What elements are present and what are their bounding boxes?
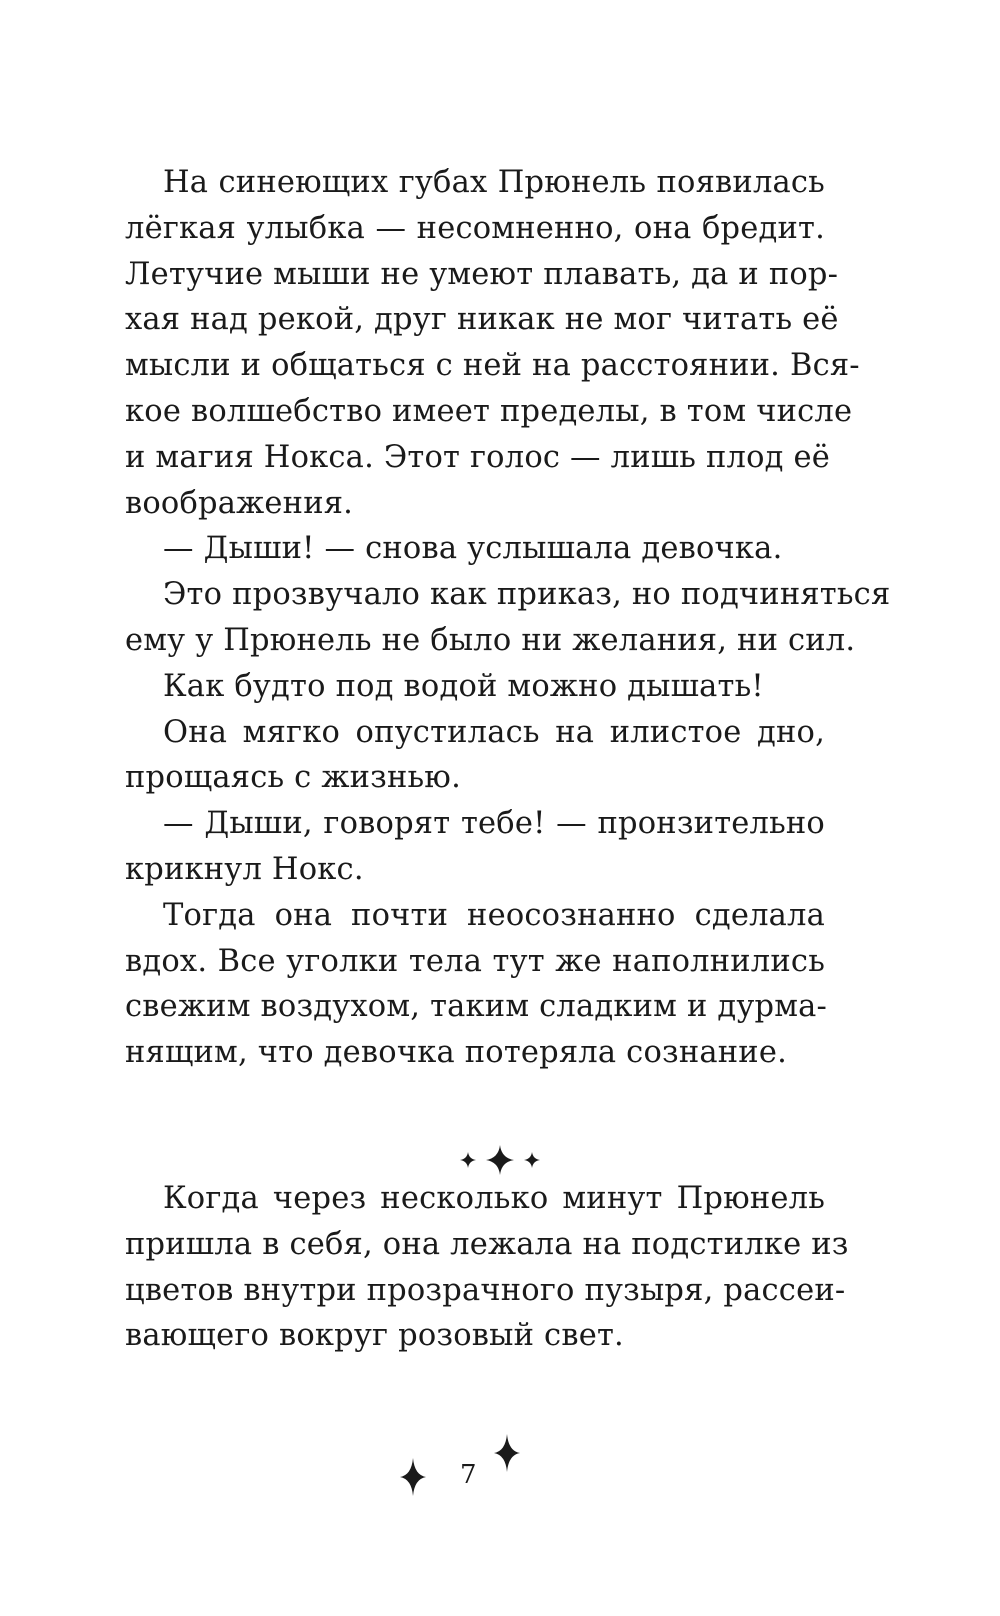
sparkle-icon bbox=[398, 1456, 428, 1498]
text-line: Тогда она почти неосознанно сделала bbox=[163, 897, 825, 933]
sparkle-stars-icon bbox=[452, 1143, 548, 1177]
text-line: хая над рекой, друг никак не мог читать её bbox=[125, 302, 839, 338]
paragraph bbox=[125, 664, 825, 710]
paragraph bbox=[125, 572, 891, 664]
paragraph bbox=[125, 801, 825, 893]
paragraph bbox=[125, 710, 825, 802]
text-line: — Дыши! — снова услышала девочка. bbox=[163, 531, 783, 567]
text-line: Это прозвучало как приказ, но подчиняться bbox=[163, 577, 891, 613]
text-line: Когда через несколько минут Прюнель bbox=[163, 1181, 825, 1216]
text-line: и магия Нокса. Этот голос — лишь плод её bbox=[125, 439, 831, 475]
text-line: вающего вокруг розовый свет. bbox=[125, 1318, 624, 1354]
text-line: вдох. Все уголки тела тут же наполнились bbox=[125, 943, 825, 979]
text-line: крикнул Нокс. bbox=[125, 851, 364, 887]
paragraph bbox=[125, 1176, 849, 1359]
paragraph bbox=[125, 160, 860, 526]
text-line: мысли и общаться с ней на расстоянии. Вся- bbox=[125, 348, 860, 384]
text-line: ему у Прюнель не было ни желания, ни сил. bbox=[125, 622, 856, 658]
text-line: цветов внутри прозрачного пузыря, рассеи- bbox=[125, 1272, 846, 1308]
text-line: — Дыши, говорят тебе! — пронзительно bbox=[163, 806, 825, 842]
section-separator bbox=[0, 1143, 1000, 1177]
text-line: На синеющих губах Прюнель появилась bbox=[163, 165, 825, 200]
text-line: прощаясь с жизнью. bbox=[125, 760, 461, 796]
text-line: воображения. bbox=[125, 485, 354, 521]
text-line: Летучие мыши не умеют плавать, да и пор- bbox=[125, 256, 839, 292]
text-line: Как будто под водой можно дышать! bbox=[163, 668, 764, 704]
text-line: нящим, что девочка потеряла сознание. bbox=[125, 1035, 787, 1071]
page-footer bbox=[0, 1432, 1000, 1522]
paragraph bbox=[125, 893, 828, 1076]
page-number: 7 bbox=[460, 1460, 477, 1490]
text-line: лёгкая улыбка — несомненно, она бредит. bbox=[125, 210, 825, 246]
text-block-after-separator bbox=[125, 1176, 849, 1359]
text-line: пришла в себя, она лежала на подстилке из bbox=[125, 1226, 849, 1262]
paragraph bbox=[125, 526, 825, 572]
text-line: кое волшебство имеет пределы, в том числе bbox=[125, 393, 853, 429]
text-line: свежим воздухом, таким сладким и дурма- bbox=[125, 989, 828, 1025]
sparkle-icon bbox=[492, 1432, 522, 1474]
text-line: Она мягко опустилась на илистое дно, bbox=[163, 714, 825, 750]
text-block-main bbox=[125, 160, 891, 1076]
